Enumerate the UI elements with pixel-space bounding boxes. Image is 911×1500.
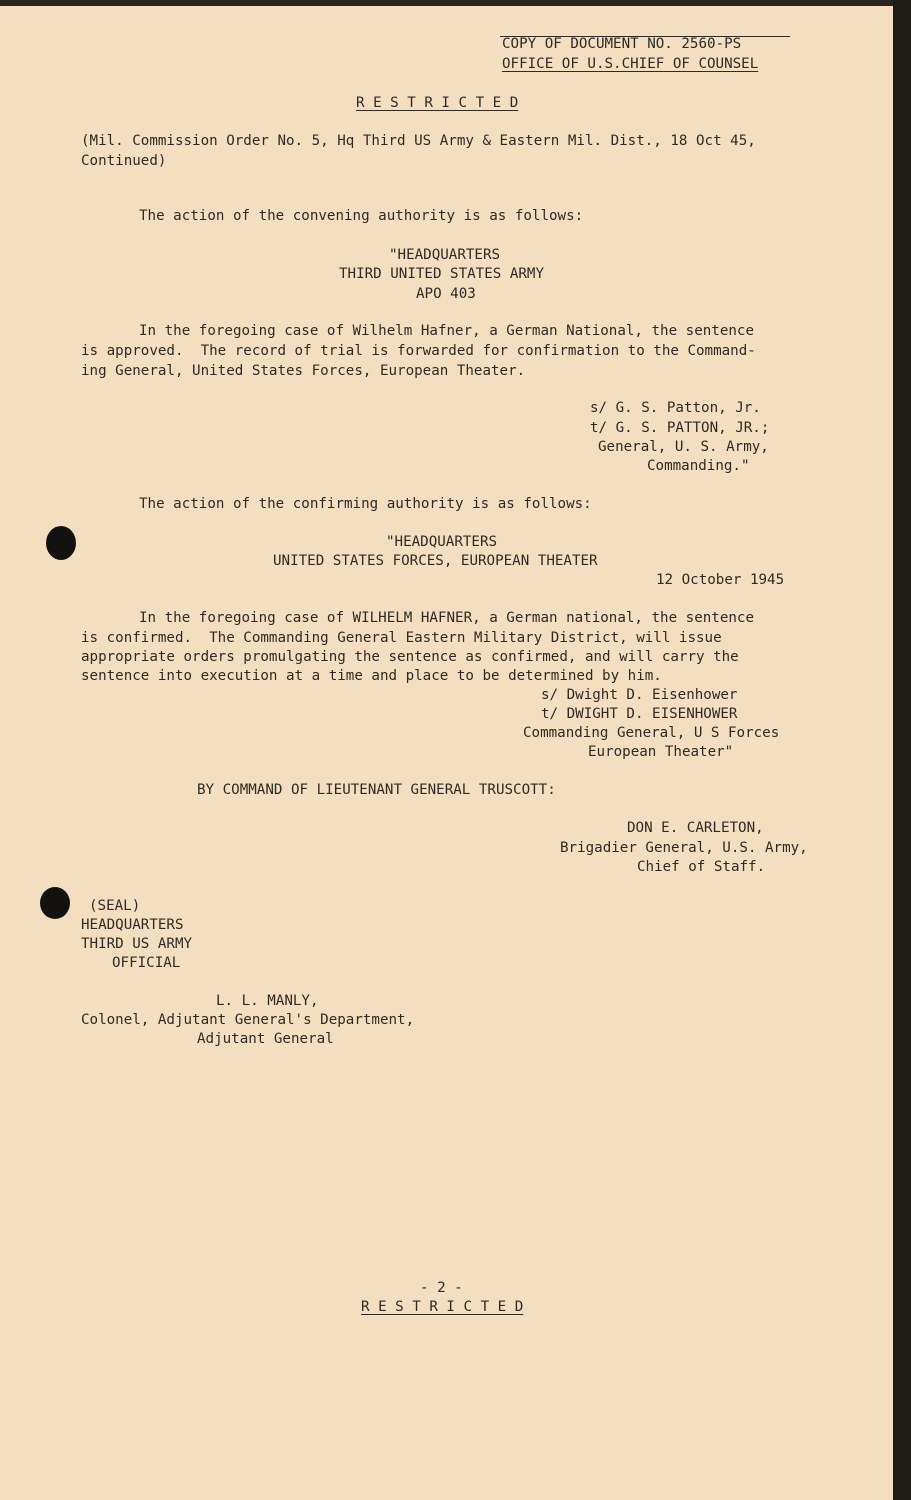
confirming-date: 12 October 1945 — [656, 572, 785, 588]
confirming-body-line-4: sentence into execution at a time and place to be determined by him. — [81, 668, 662, 684]
seal-line-1: (SEAL) — [89, 898, 141, 914]
confirming-body-line-1: In the foregoing case of WILHELM HAFNER, a German national, the sentence — [139, 610, 754, 626]
convening-body-line-2: is approved. The record of trial is forwarded for confirmation to the Command- — [81, 343, 756, 359]
seal-line-2: HEADQUARTERS — [81, 917, 184, 933]
confirming-body-line-2: is confirmed. The Commanding General Eastern Military District, will issue — [81, 630, 722, 646]
confirming-body-line-3: appropriate orders promulgating the sentence as confirmed, and will carry the — [81, 649, 739, 665]
restricted-header: R E S T R I C T E D — [356, 95, 519, 111]
patton-signature-line-4: Commanding." — [647, 458, 750, 474]
document-page — [0, 6, 893, 1500]
punch-hole-lower — [40, 887, 70, 919]
seal-line-4: OFFICIAL — [112, 955, 181, 971]
patton-signature-line-3: General, U. S. Army, — [598, 439, 769, 455]
office-line: OFFICE OF U.S.CHIEF OF COUNSEL — [502, 56, 759, 72]
eisenhower-signature-line-1: s/ Dwight D. Eisenhower — [541, 687, 738, 703]
eisenhower-signature-line-3: Commanding General, U S Forces — [523, 725, 780, 741]
carleton-signature-line-2: Brigadier General, U.S. Army, — [560, 840, 808, 856]
convening-hq-line-1: "HEADQUARTERS — [389, 247, 501, 263]
intro-line-1: (Mil. Commission Order No. 5, Hq Third US Army & Eastern Mil. Dist., 18 Oct 45, — [81, 133, 756, 149]
patton-signature-line-2: t/ G. S. PATTON, JR.; — [590, 420, 770, 436]
confirming-hq-line-1: "HEADQUARTERS — [386, 534, 498, 550]
command-line: BY COMMAND OF LIEUTENANT GENERAL TRUSCOTT: — [197, 782, 556, 798]
scan-right-edge — [893, 0, 911, 1500]
convening-hq-line-2: THIRD UNITED STATES ARMY — [339, 266, 544, 282]
confirming-hq-line-2: UNITED STATES FORCES, EUROPEAN THEATER — [273, 553, 598, 569]
convening-statement: The action of the convening authority is as follows: — [139, 208, 584, 224]
convening-body-line-1: In the foregoing case of Wilhelm Hafner, a German National, the sentence — [139, 323, 754, 339]
eisenhower-signature-line-2: t/ DWIGHT D. EISENHOWER — [541, 706, 738, 722]
copy-document-line: COPY OF DOCUMENT NO. 2560-PS — [502, 36, 742, 52]
punch-hole-upper — [46, 526, 76, 560]
carleton-signature-line-1: DON E. CARLETON, — [627, 820, 764, 836]
convening-hq-line-3: APO 403 — [416, 286, 476, 302]
carleton-signature-line-3: Chief of Staff. — [637, 859, 766, 875]
seal-line-3: THIRD US ARMY — [81, 936, 193, 952]
manly-signature-line-1: L. L. MANLY, — [216, 993, 319, 1009]
manly-signature-line-3: Adjutant General — [197, 1031, 334, 1047]
patton-signature-line-1: s/ G. S. Patton, Jr. — [590, 400, 761, 416]
confirming-statement: The action of the confirming authority is as follows: — [139, 496, 592, 512]
page-number: - 2 - — [420, 1280, 463, 1296]
manly-signature-line-2: Colonel, Adjutant General's Department, — [81, 1012, 415, 1028]
intro-line-2: Continued) — [81, 153, 167, 169]
restricted-footer: R E S T R I C T E D — [361, 1299, 524, 1315]
eisenhower-signature-line-4: European Theater" — [588, 744, 734, 760]
convening-body-line-3: ing General, United States Forces, European Theater. — [81, 363, 526, 379]
